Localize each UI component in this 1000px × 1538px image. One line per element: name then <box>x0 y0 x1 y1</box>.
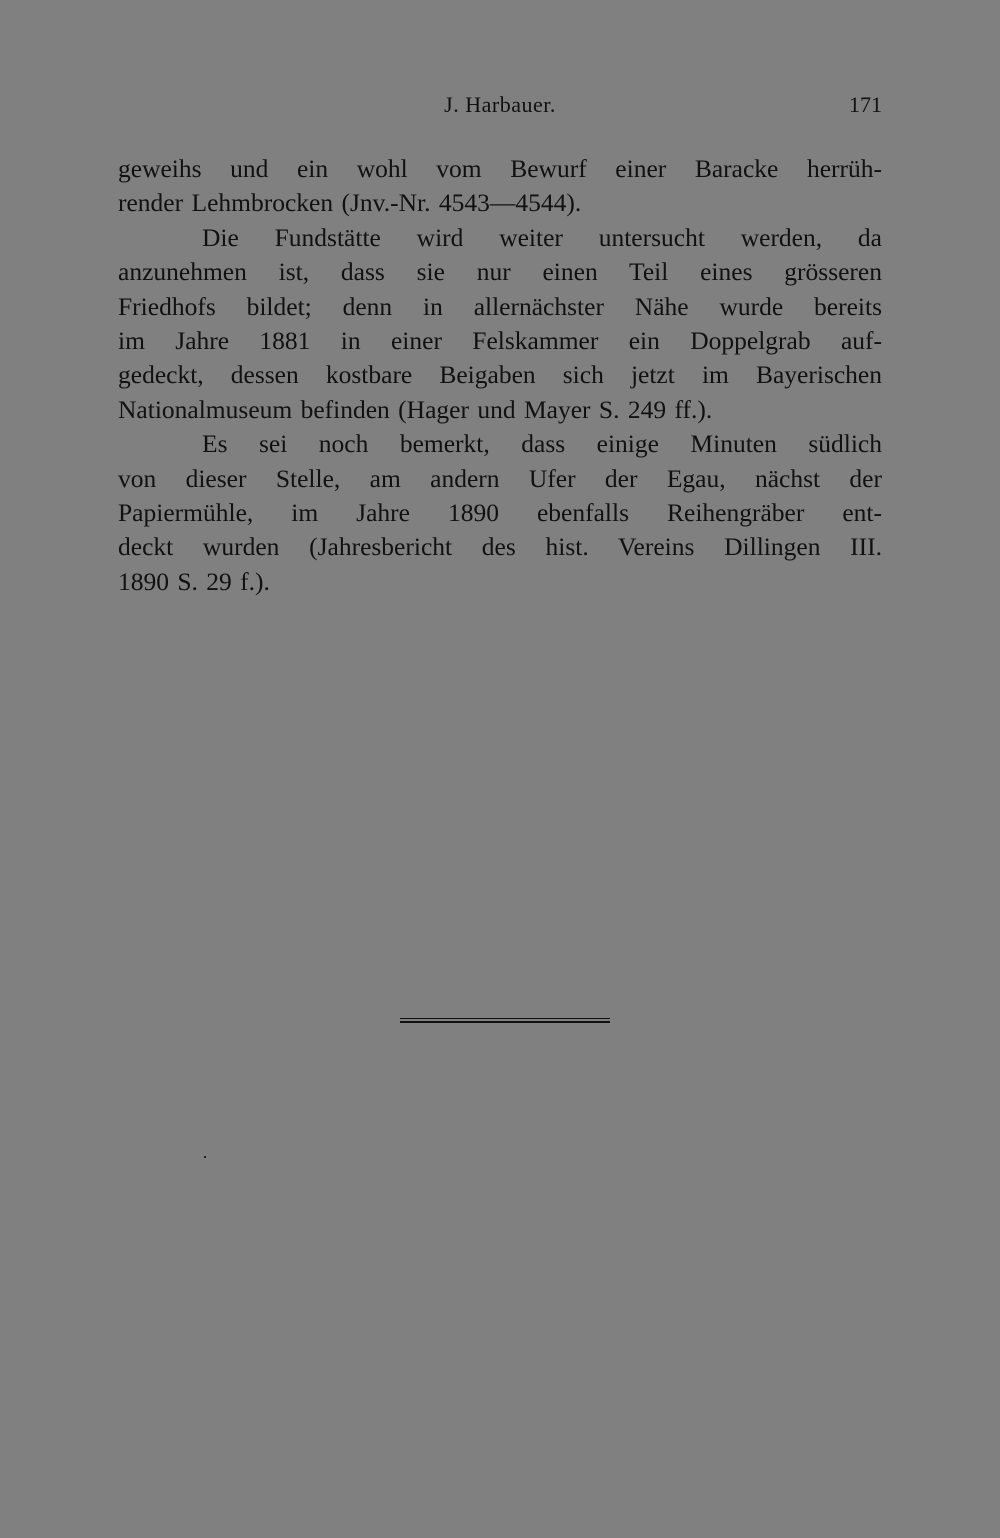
text-line: Nationalmuseum befinden (Hager und Mayer S. 249 ff.). <box>118 394 713 424</box>
rule-thick-line <box>400 1021 610 1023</box>
text-line: 1890 S. 29 f.). <box>118 566 270 596</box>
text-line: geweihs und ein wohl vom Bewurf einer Baracke herrüh- <box>118 154 882 183</box>
text-line: von dieser Stelle, am andern Ufer der Egau, nächst der <box>118 463 882 493</box>
text-line: anzunehmen ist, dass sie nur einen Teil eines grösseren <box>118 257 882 287</box>
section-end-rule <box>400 1018 610 1024</box>
scan-speck <box>204 1156 206 1158</box>
text-line: im Jahre 1881 in einer Felskammer ein Doppelgrab auf- <box>118 325 882 355</box>
text-line: Die Fundstätte wird weiter untersucht werden, da <box>202 222 882 252</box>
running-header <box>118 92 882 124</box>
text-line: Friedhofs bildet; denn in allernächster Nähe wurde bereits <box>118 291 882 321</box>
body-text <box>118 152 882 599</box>
text-line: gedeckt, dessen kostbare Beigaben sich jetzt im Bayerischen <box>118 360 882 390</box>
text-line: deckt wurden (Jahresbericht des hist. Vereins Dillingen III. <box>118 532 882 562</box>
rule-thin-line <box>400 1018 610 1019</box>
text-line: render Lehmbrocken (Jnv.-Nr. 4543—4544). <box>118 188 582 218</box>
text-line: Papiermühle, im Jahre 1890 ebenfalls Reihengräber ent- <box>118 497 882 527</box>
running-head-author: J. Harbauer. <box>444 92 556 117</box>
page-number: 171 <box>849 92 882 117</box>
text-line: Es sei noch bemerkt, dass einige Minuten südlich <box>202 429 882 459</box>
